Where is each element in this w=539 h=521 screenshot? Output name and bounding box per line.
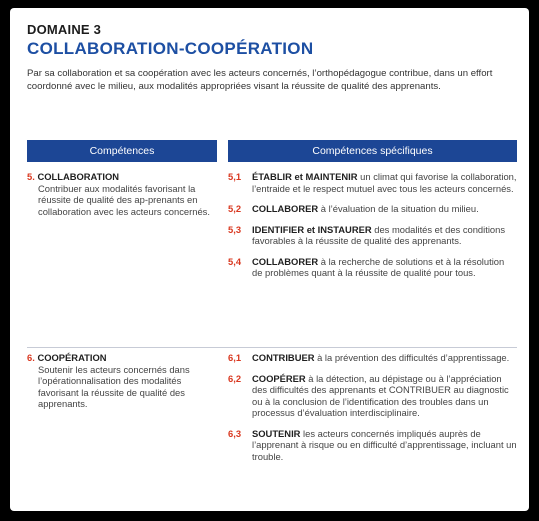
item-text: des modalités et des conditions favorables à la réussite de qualité des apprenants. — [252, 223, 506, 246]
item-body — [252, 428, 517, 463]
specific-competences-list — [228, 352, 517, 471]
item-body — [252, 203, 517, 215]
item-number: 6,3 — [228, 427, 242, 439]
item-text: un climat qui favorise la collaboration, l’entraide et le respect mutuel avec tous les acteurs concernés. — [252, 171, 517, 194]
competence-name: COLLABORATION — [37, 171, 120, 182]
item-number: 6,2 — [228, 372, 242, 384]
specific-competence-item — [228, 428, 517, 463]
specific-competences-list — [228, 171, 517, 288]
item-text: les acteurs concernés impliqués auprès de l’apprenant à risque ou en difficulté d’apprentissage, incluant un trouble. — [252, 427, 517, 462]
item-number: 5,3 — [228, 223, 242, 235]
item-body — [252, 352, 517, 364]
domain-label: DOMAINE 3 — [27, 22, 102, 37]
item-text: à l’évaluation de la situation du milieu. — [318, 203, 479, 214]
item-verb: IDENTIFIER et INSTAURER — [252, 223, 372, 235]
item-number: 5,4 — [228, 255, 242, 267]
item-verb: ÉTABLIR et MAINTENIR — [252, 171, 358, 182]
competence-section-collaboration — [27, 171, 517, 346]
specific-competence-item — [228, 224, 517, 247]
item-verb: COLLABORER — [252, 203, 319, 214]
item-verb: CONTRIBUER — [252, 352, 315, 363]
competence-description: Contribuer aux modalités favorisant la réussite de qualité des ap-prenants en collaboration avec les acteurs concernés. — [38, 182, 210, 217]
item-text: à la recherche de solutions et à la résolution de problèmes quant à la réussite de qualité pour tous. — [252, 255, 505, 278]
item-text: à la prévention des difficultés d’apprentissage. — [314, 352, 510, 363]
item-body — [252, 373, 517, 419]
competence-name: COOPÉRATION — [37, 352, 107, 363]
item-body — [252, 171, 517, 194]
item-number: 5,2 — [228, 203, 242, 214]
specific-competence-item — [228, 256, 517, 279]
item-text: à la détection, au dépistage ou à l’appréciation des difficultés des apprenants et CONTRIBUER au diagnostic ou à la conclusion de l’identification des troubles dans un processus d’évaluation interdisciplinaire. — [252, 372, 509, 418]
competence-number: 6. — [27, 352, 35, 363]
intro-paragraph: Par sa collaboration et sa coopération avec les acteurs concernés, l’orthopédagogue contribue, dans un effort coordonné avec le milieu, aux modalités appropriées visant la réussite de qualité des apprenants. — [27, 68, 493, 92]
competence-section-cooperation — [27, 352, 517, 511]
item-body — [252, 256, 517, 279]
document-page — [10, 8, 529, 511]
competence-number: 5. — [27, 171, 35, 182]
item-verb: COLLABORER — [252, 255, 319, 267]
item-number: 5,1 — [228, 171, 242, 182]
item-verb: COOPÉRER — [252, 372, 306, 384]
specific-competence-item — [228, 203, 517, 215]
competence-block — [27, 171, 222, 217]
competence-block — [27, 352, 222, 410]
item-verb: SOUTENIR — [252, 427, 301, 439]
specific-competences-header: Compétences spécifiques — [228, 140, 517, 162]
domain-title: COLLABORATION-COOPÉRATION — [27, 39, 314, 58]
competences-header: Compétences — [27, 140, 217, 162]
specific-competence-item — [228, 352, 517, 364]
item-number: 6,1 — [228, 352, 242, 363]
specific-competence-item — [228, 373, 517, 419]
section-divider — [27, 347, 517, 348]
specific-competence-item — [228, 171, 517, 194]
competence-description: Soutenir les acteurs concernés dans l’opérationnalisation des modalités favorisant la réussite de qualité des apprenants. — [38, 363, 190, 409]
item-body — [252, 224, 517, 247]
